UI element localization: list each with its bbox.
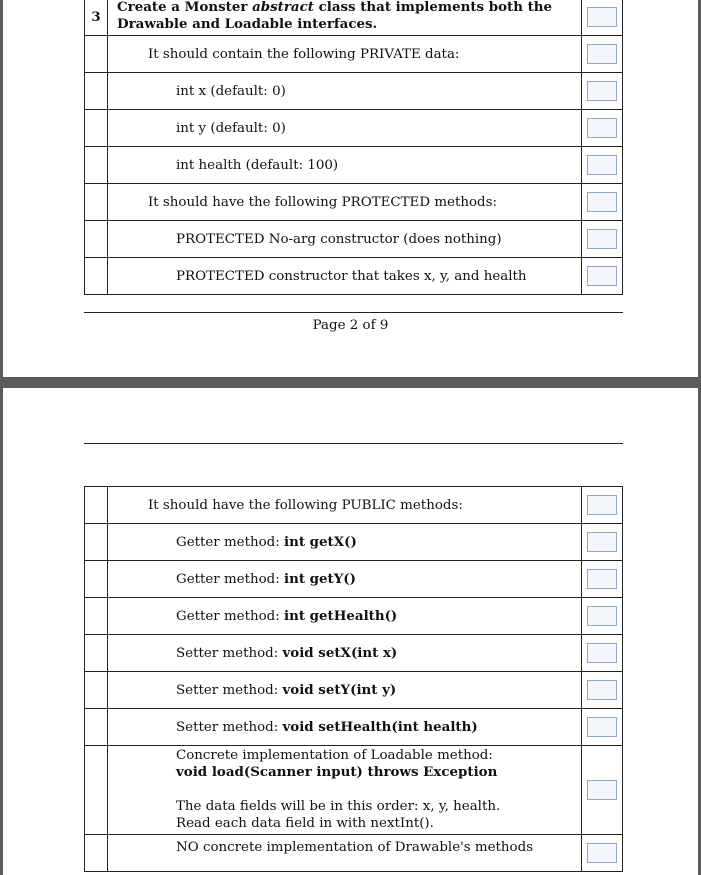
table-row [85,524,623,561]
table-row [85,147,623,184]
table-row [85,487,623,524]
checkbox[interactable] [587,532,617,552]
footer-rule [84,312,623,313]
question-title: Create a Monster abstract class that implements both the Drawable and Loadable interfaces. [108,0,582,36]
table-row [85,672,623,709]
row-text: int y (default: 0) [108,110,582,147]
load-method-description: Concrete implementation of Loadable method: void load(Scanner input) throws Exception [176,748,498,780]
checkbox[interactable] [587,606,617,626]
row-text: Getter method: int getHealth() [108,598,582,635]
table-row [85,184,623,221]
requirements-table-page-2 [84,486,623,872]
row-text: Getter method: int getX() [108,524,582,561]
row-text: PROTECTED No-arg constructor (does nothing) [108,221,582,258]
page-2 [0,388,701,875]
row-text: It should contain the following PRIVATE data: [108,36,582,73]
table-row [85,635,623,672]
checkbox[interactable] [587,7,617,27]
row-text: Setter method: void setY(int y) [108,672,582,709]
row-text: Getter method: int getY() [108,561,582,598]
table-row [85,73,623,110]
question-number: 3 [85,0,108,36]
row-text: Setter method: void setHealth(int health) [108,709,582,746]
table-row [85,36,623,73]
checkbox[interactable] [587,229,617,249]
checkbox[interactable] [587,569,617,589]
table-row [85,258,623,295]
page-1 [0,0,701,377]
table-row [85,835,623,872]
table-row [85,709,623,746]
row-text: It should have the following PROTECTED methods: [108,184,582,221]
checkbox[interactable] [587,717,617,737]
table-row [85,221,623,258]
table-row [85,598,623,635]
checkbox[interactable] [587,266,617,286]
table-row [85,110,623,147]
checkbox[interactable] [587,780,617,800]
row-text: NO concrete implementation of Drawable's methods [108,835,582,872]
checkbox[interactable] [587,643,617,663]
checkbox[interactable] [587,118,617,138]
header-rule [84,443,623,444]
checkbox[interactable] [587,843,617,863]
checkbox[interactable] [587,44,617,64]
table-row [85,561,623,598]
checkbox[interactable] [587,155,617,175]
row-text: It should have the following PUBLIC methods: [108,487,582,524]
question-header-row [85,0,623,36]
checkbox[interactable] [587,680,617,700]
row-text [108,746,582,835]
checkbox[interactable] [587,192,617,212]
load-method-note: The data fields will be in this order: x, y, health. Read each data field in with nextInt(). [176,799,501,831]
row-text: PROTECTED constructor that takes x, y, and health [108,258,582,295]
row-text: int health (default: 100) [108,147,582,184]
page-number: Page 2 of 9 [312,318,389,333]
requirements-table-page-1 [84,0,623,295]
table-row [85,746,623,835]
checkbox[interactable] [587,81,617,101]
checkbox[interactable] [587,495,617,515]
row-text: int x (default: 0) [108,73,582,110]
row-text: Setter method: void setX(int x) [108,635,582,672]
